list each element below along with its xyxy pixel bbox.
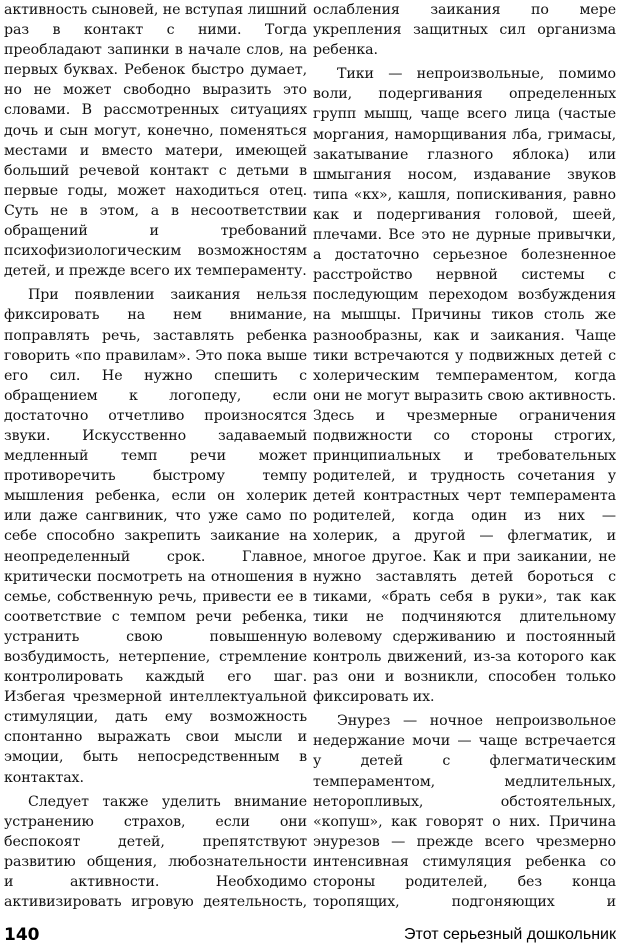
running-title: Этот серьезный дошкольник [404, 926, 616, 943]
text-columns [4, 0, 616, 916]
right-column [313, 0, 616, 916]
right-paragraph-3: Энурез — ночное непроизвольное недержание мочи — чаще встречается у детей с флегматическим темпераментом, медлительных, неторопливых, обстоятельных, «копуш», как говорят о них. Причина энурезов — прежде всего чрезмерно интенсивная стимуляция ребенка со стороны родителей, без конца торопящих, подгоняющих и [313, 713, 616, 911]
left-paragraph-3: Следует также уделить внимание устранению страхов, если они беспокоят детей, препятствуют развитию общения, любознательности и активности. Необходимо активизировать игровую деятельность, [4, 793, 307, 911]
right-paragraph-1: ослабления заикания по мере укрепления защитных сил организма ребенка. [313, 2, 616, 59]
page-number: 140 [4, 925, 40, 945]
left-paragraph-2: При появлении заикания нельзя фиксировать на нем внимание, поправлять речь, заставлять ребенка говорить «по правилам». Это пока выше его сил. Не нужно спешить с обращением к логопеду, если достаточно отчетливо произносятся звуки. Искусственно задаваемый медленный темп речи может противоречить быстрому темпу мышления ребенка, если он холерик или даже сангвиник, что уже само по себе способно закрепить заикание на неопределенный срок. Главное, критически посмотреть на отношения в семье, собственную речь, привести ее в соответствие с темпом речи ребенка, устранить свою повышенную возбудимость, нетерпение, стремление контролировать каждый его шаг. Избегая чрезмерной интеллектуальной стимуляции, дать ему возможность спонтанно выражать свои мысли и эмоции, быть непосредственным в контактах. [4, 287, 307, 786]
right-paragraph-2: Тики — непроизвольные, помимо воли, подергивания определенных групп мышц, чаще всего лица (частые моргания, наморщивания лба, гримасы, закатывание глазного яблока) или шмыгания носом, издавание звуков типа «кх», кашля, попискивания, равно как и подергивания головой, шеей, плечами. Все это не дурные привычки, а достаточно серьезное болезненное расстройство нервной системы с последующим переходом возбуждения на мышцы. Причины тиков столь же разнообразны, как и заикания. Чаще тики встречаются у подвижных детей с холерическим темпераментом, когда они не могут выразить свою активность. Здесь и чрезмерные ограничения подвижности со стороны строгих, принципиальных и требовательных родителей, и трудность сочетания у детей контрастных черт темперамента родителей, когда один из них — холерик, а другой — флегматик, и многое другое. Как и при заикании, не нужно заставлять детей бороться с тиками, «брать себя в руки», так как тики не подчиняются длительному волевому сдерживанию и постоянный контроль движений, из-за которого как раз они и возникли, способен только фиксировать их. [313, 66, 616, 706]
book-page [4, 0, 616, 951]
left-paragraph-1: активность сыновей, не вступая лишний раз в контакт с ними. Тогда преобладают запинки в начале слов, на первых буквах. Ребенок быстро думает, но не может свободно выразить это словами. В рассмотренных ситуациях дочь и сын могут, конечно, поменяться местами и вместо матери, имеющей больший речевой контакт с детьми в первые годы, может находиться отец. Суть не в этом, а в несоответствии обращений и требований психофизиологическим возможностям детей, и прежде всего их темпераменту. [4, 2, 307, 280]
page-footer [4, 922, 616, 948]
left-column [4, 0, 307, 916]
